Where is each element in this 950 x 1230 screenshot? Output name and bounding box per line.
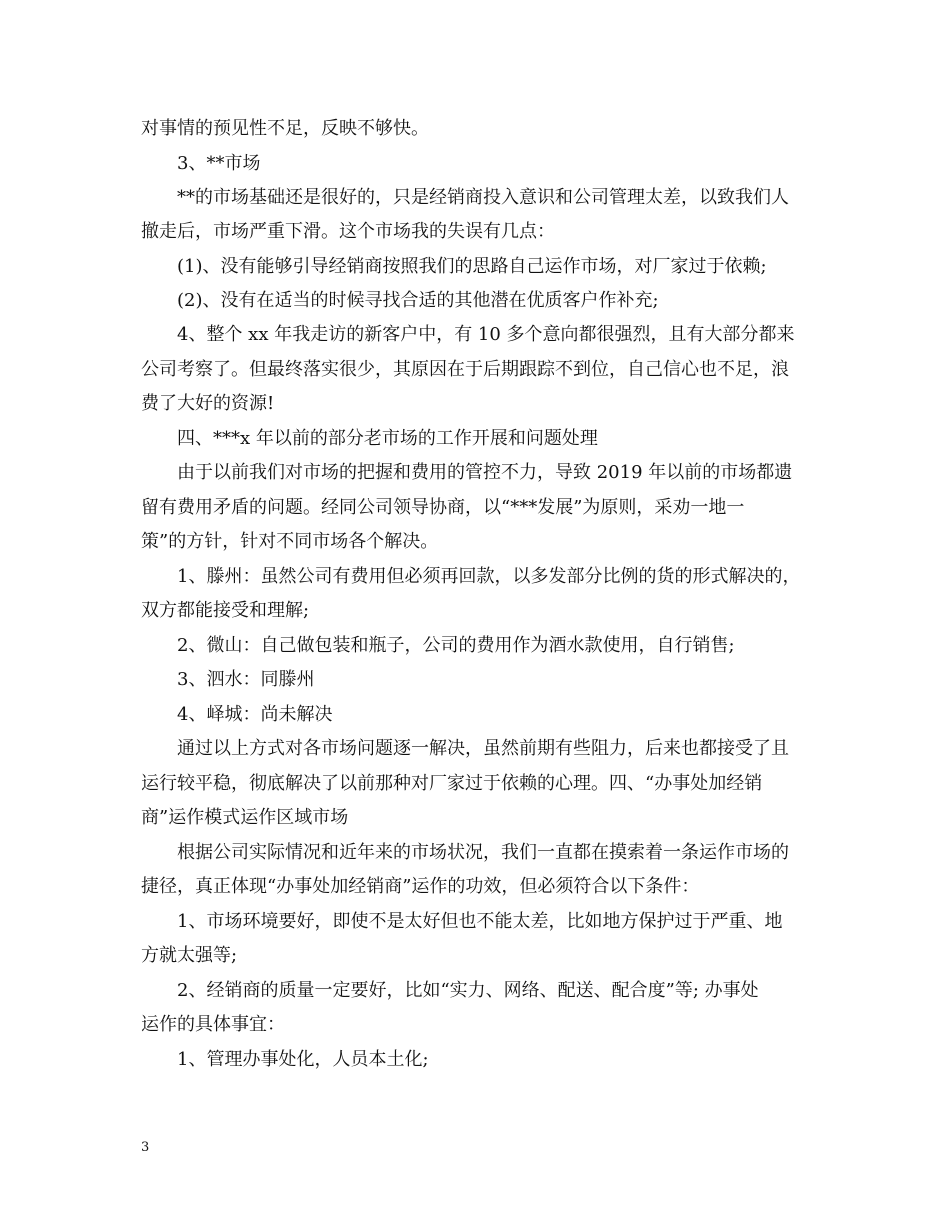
text-line: 对事情的预见性不足，反映不够快。 bbox=[141, 118, 429, 139]
text-line: **的市场基础还是很好的，只是经销商投入意识和公司管理太差，以致我们人 bbox=[177, 187, 789, 208]
list-item: 1、市场环境要好，即使不是太好但也不能太差，比如地方保护过于严重、地 bbox=[177, 911, 783, 932]
text-line: 商”运作模式运作区域市场 bbox=[141, 807, 349, 828]
list-item: 2、经销商的质量一定要好，比如“实力、网络、配送、配合度”等; 办事处 bbox=[177, 980, 759, 1001]
text-line: 费了大好的资源! bbox=[141, 393, 275, 414]
text-line: 通过以上方式对各市场问题逐一解决，虽然前期有些阻力，后来也都接受了且 bbox=[177, 738, 789, 759]
list-item: (2)、没有在适当的时候寻找合适的其他潜在优质客户作补充; bbox=[177, 290, 659, 311]
text-line: 运作的具体事宜： bbox=[141, 1014, 285, 1035]
section-heading: 3、**市场 bbox=[177, 153, 261, 174]
text-line: 运行较平稳，彻底解决了以前那种对厂家过于依赖的心理。四、“办事处加经销 bbox=[141, 773, 763, 794]
text-line: 4、整个 xx 年我走访的新客户中，有 10 多个意向都很强烈，且有大部分都来 bbox=[177, 324, 795, 345]
list-item: 1、管理办事处化，人员本土化; bbox=[177, 1049, 429, 1070]
list-item: 4、峄城：尚未解决 bbox=[177, 704, 333, 725]
section-heading: 四、***x 年以前的部分老市场的工作开展和问题处理 bbox=[177, 428, 598, 449]
list-item: 1、滕州：虽然公司有费用但必须再回款，以多发部分比例的货的形式解决的， bbox=[177, 566, 801, 587]
text-line: 留有费用矛盾的问题。经同公司领导协商，以“***发展”为原则，采劝一地一 bbox=[141, 497, 745, 518]
text-line: 策”的方针，针对不同市场各个解决。 bbox=[141, 531, 439, 552]
text-line: 由于以前我们对市场的把握和费用的管控不力，导致 2019 年以前的市场都遗 bbox=[177, 462, 793, 483]
page-number: 3 bbox=[141, 1140, 150, 1155]
text-line: 撤走后，市场严重下滑。这个市场我的失误有几点： bbox=[141, 221, 555, 242]
text-line: 双方都能接受和理解; bbox=[141, 600, 310, 621]
text-line: 根据公司实际情况和近年来的市场状况，我们一直都在摸索着一条运作市场的 bbox=[177, 842, 789, 863]
list-item: 2、微山：自己做包装和瓶子，公司的费用作为酒水款使用，自行销售; bbox=[177, 635, 735, 656]
text-line: 捷径，真正体现“办事处加经销商”运作的功效，但必须符合以下条件： bbox=[141, 876, 700, 897]
list-item: 3、泗水：同滕州 bbox=[177, 669, 315, 690]
list-item: (1)、没有能够引导经销商按照我们的思路自己运作市场，对厂家过于依赖; bbox=[177, 256, 767, 277]
text-line: 方就太强等; bbox=[141, 945, 238, 966]
text-line: 公司考察了。但最终落实很少，其原因在于后期跟踪不到位，自己信心也不足，浪 bbox=[141, 359, 789, 380]
